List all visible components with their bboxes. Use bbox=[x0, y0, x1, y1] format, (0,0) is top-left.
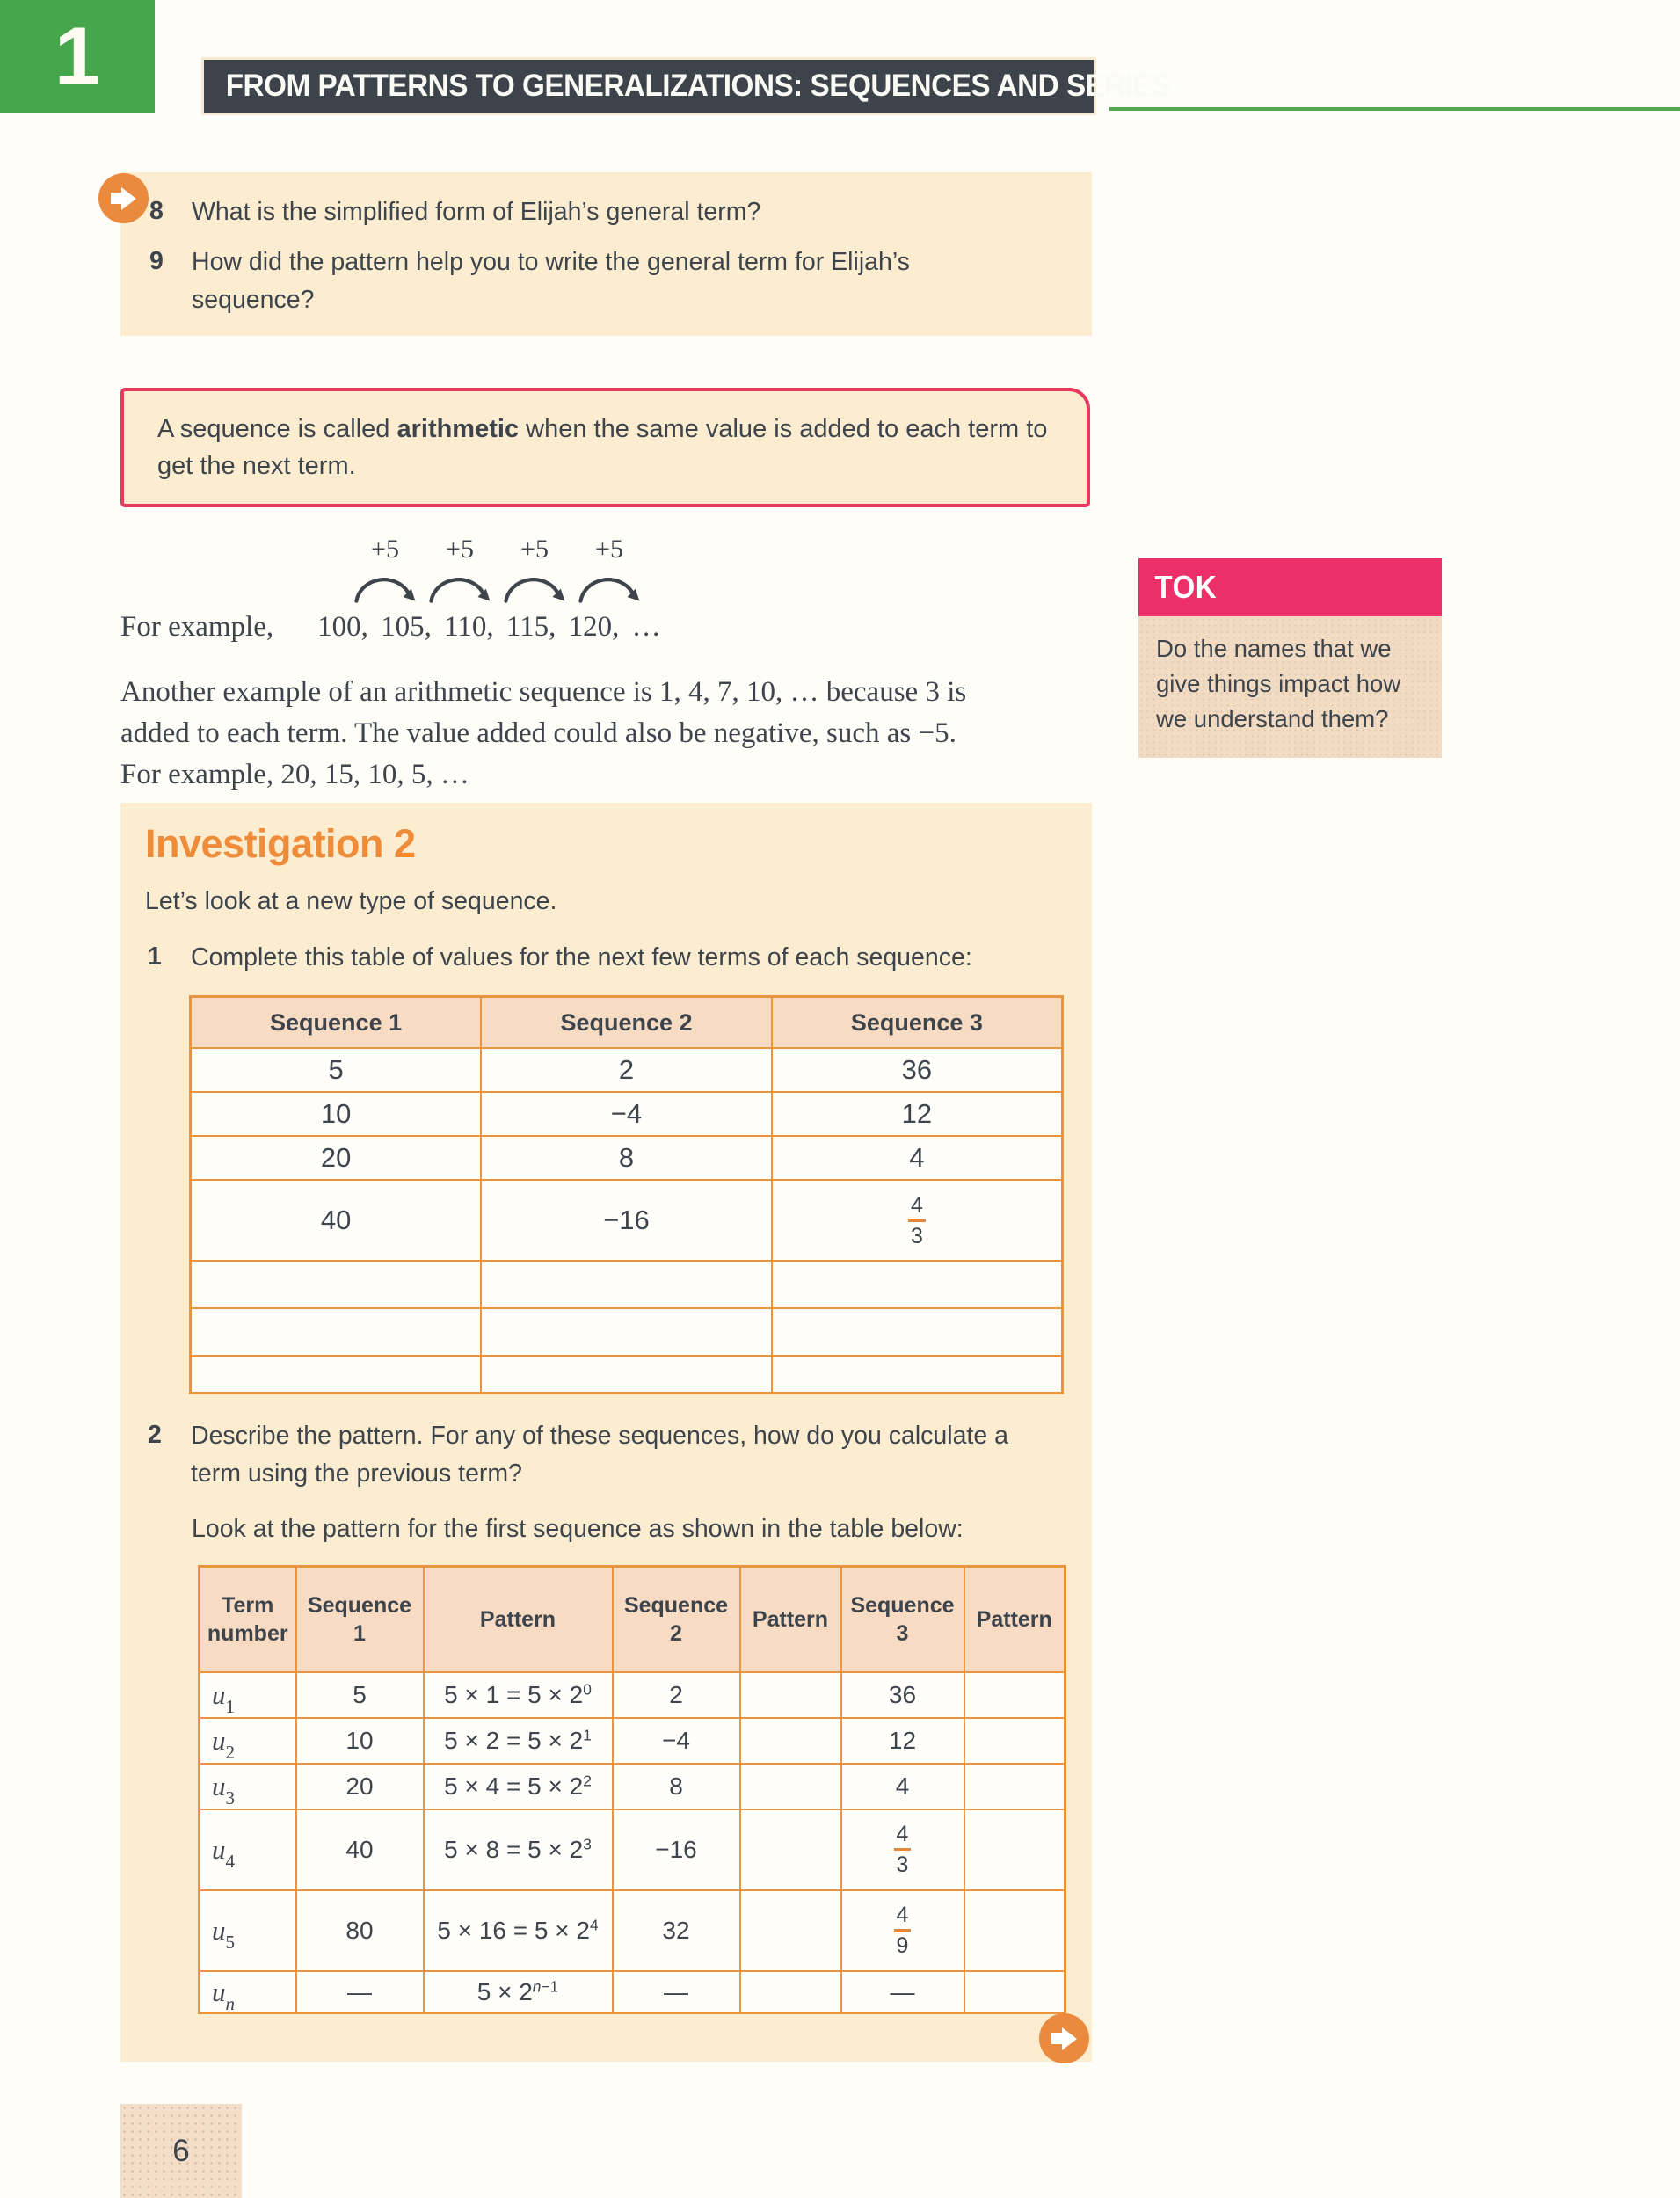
fraction: $\frac{4}{9}$ bbox=[894, 1903, 912, 1958]
tok-box bbox=[1138, 558, 1442, 758]
example-sequence-line bbox=[120, 610, 661, 645]
table-cell: $5 \times 2 = 5 \times 2^1$ bbox=[424, 1718, 613, 1764]
investigation-item-2 bbox=[148, 1417, 1092, 1493]
table-cell: −4 bbox=[613, 1718, 740, 1764]
plus-five-step bbox=[425, 536, 495, 606]
table-header-cell: Sequence 3 bbox=[841, 1567, 964, 1672]
table-cell: 36 bbox=[841, 1672, 964, 1718]
table-cell: −16 bbox=[481, 1180, 772, 1261]
question-number: 8 bbox=[149, 197, 164, 225]
arrow-head bbox=[121, 187, 136, 210]
question-number: 9 bbox=[149, 246, 164, 275]
table-header-row bbox=[200, 1567, 1065, 1672]
item-text: Describe the pattern. For any of these sequences, how do you calculate a term using the previous term? bbox=[191, 1421, 1008, 1488]
plus-five-label: +5 bbox=[371, 535, 399, 564]
table-row bbox=[200, 1764, 1065, 1809]
paragraph-line: added to each term. The value added could also be negative, such as −5. bbox=[120, 717, 956, 749]
table-cell bbox=[191, 1261, 482, 1308]
example-intro: For example, bbox=[120, 611, 274, 643]
plus-five-diagram bbox=[350, 536, 644, 606]
table-cell: 12 bbox=[841, 1718, 964, 1764]
curved-arrow-icon bbox=[350, 565, 420, 606]
table-cell: −16 bbox=[613, 1809, 740, 1890]
table-row bbox=[191, 1308, 1063, 1356]
table-header-cell: Sequence 1 bbox=[296, 1567, 424, 1672]
definition-box bbox=[120, 388, 1090, 507]
table-cell bbox=[964, 1890, 1065, 1971]
table-cell bbox=[772, 1356, 1063, 1393]
table-cell: — bbox=[613, 1971, 740, 2013]
table-cell: 10 bbox=[296, 1718, 424, 1764]
question-text: How did the pattern help you to write the general term for Elijah’s sequence? bbox=[192, 247, 910, 314]
table-header-cell: Term number bbox=[200, 1567, 296, 1672]
table-row bbox=[200, 1718, 1065, 1764]
plus-five-label: +5 bbox=[520, 535, 549, 564]
definition-text-before: A sequence is called bbox=[157, 414, 397, 443]
arrow-head bbox=[1062, 2027, 1077, 2050]
term-symbol: $u_2$ bbox=[212, 1724, 235, 1763]
chapter-number: 1 bbox=[54, 10, 101, 102]
term-symbol: $u_1$ bbox=[212, 1678, 235, 1717]
item-text: Complete this table of values for the next few terms of each sequence: bbox=[191, 943, 972, 972]
table-cell: 10 bbox=[191, 1092, 482, 1136]
table-header-cell: Sequence 2 bbox=[613, 1567, 740, 1672]
table-cell: — bbox=[296, 1971, 424, 2013]
term-symbol: $u_n$ bbox=[212, 1976, 235, 2014]
table-cell bbox=[964, 1764, 1065, 1809]
table-row bbox=[191, 1180, 1063, 1261]
page-number: 6 bbox=[172, 2133, 190, 2168]
definition-text bbox=[124, 411, 1087, 484]
table-cell: 4 bbox=[841, 1764, 964, 1809]
investigation-title: Investigation 2 bbox=[145, 821, 416, 866]
paragraph-line: Another example of an arithmetic sequence is 1, 4, 7, 10, … because 3 is bbox=[120, 676, 967, 708]
term-symbol: $u_5$ bbox=[212, 1914, 235, 1953]
table-cell: 2 bbox=[481, 1048, 772, 1092]
table-cell bbox=[740, 1764, 841, 1809]
table-cell bbox=[841, 1809, 964, 1890]
table-header-cell: Pattern bbox=[964, 1567, 1065, 1672]
table-cell bbox=[191, 1308, 482, 1356]
table-cell: 40 bbox=[191, 1180, 482, 1261]
paragraph-line: For example, 20, 15, 10, 5, … bbox=[120, 758, 469, 790]
question-text: What is the simplified form of Elijah’s general term? bbox=[192, 198, 761, 226]
table-cell bbox=[200, 1672, 296, 1718]
curved-arrow-icon bbox=[499, 565, 570, 606]
plus-five-label: +5 bbox=[595, 535, 623, 564]
table-row bbox=[191, 1261, 1063, 1308]
table-cell: 5 bbox=[191, 1048, 482, 1092]
investigation-intro: Let’s look at a new type of sequence. bbox=[145, 886, 557, 915]
table-cell: — bbox=[841, 1971, 964, 2013]
tok-question: Do the names that we give things impact how we understand them? bbox=[1138, 616, 1442, 758]
table-cell: 8 bbox=[481, 1136, 772, 1180]
table-cell bbox=[740, 1672, 841, 1718]
table-header-cell: Pattern bbox=[740, 1567, 841, 1672]
table-header-cell: Sequence 2 bbox=[481, 997, 772, 1049]
table-header-cell: Sequence 3 bbox=[772, 997, 1063, 1049]
table-cell bbox=[200, 1971, 296, 2013]
table-cell: 20 bbox=[191, 1136, 482, 1180]
questions-box bbox=[120, 172, 1092, 336]
investigation-item-1 bbox=[148, 939, 1092, 977]
table-cell bbox=[200, 1718, 296, 1764]
table-cell bbox=[740, 1809, 841, 1890]
table-cell bbox=[772, 1308, 1063, 1356]
table-cell: 12 bbox=[772, 1092, 1063, 1136]
table-cell: 20 bbox=[296, 1764, 424, 1809]
table-cell: $5 \times 8 = 5 \times 2^3$ bbox=[424, 1809, 613, 1890]
table-row bbox=[200, 1971, 1065, 2013]
table-cell bbox=[191, 1356, 482, 1393]
table-cell bbox=[481, 1308, 772, 1356]
table-header-cell: Pattern bbox=[424, 1567, 613, 1672]
body-paragraph bbox=[120, 672, 966, 796]
table-row bbox=[191, 1092, 1063, 1136]
term-symbol: $u_4$ bbox=[212, 1833, 235, 1872]
table-cell bbox=[200, 1890, 296, 1971]
table-cell: 36 bbox=[772, 1048, 1063, 1092]
sequence-values-table bbox=[189, 995, 1064, 1394]
table-cell: 4 bbox=[772, 1136, 1063, 1180]
table-cell: 40 bbox=[296, 1809, 424, 1890]
plus-five-step bbox=[350, 536, 420, 606]
investigation-box bbox=[120, 803, 1092, 2062]
fraction: $\frac{4}{3}$ bbox=[908, 1193, 926, 1248]
table-cell bbox=[841, 1890, 964, 1971]
pattern-table-intro: Look at the pattern for the first sequence as shown in the table below: bbox=[192, 1515, 964, 1544]
table-cell: 5 bbox=[296, 1672, 424, 1718]
tok-title: TOK bbox=[1154, 569, 1218, 605]
table-row bbox=[200, 1890, 1065, 1971]
table-cell bbox=[964, 1809, 1065, 1890]
table-row bbox=[191, 1356, 1063, 1393]
table-cell: $5 \times 1 = 5 \times 2^0$ bbox=[424, 1672, 613, 1718]
chapter-title-bar bbox=[204, 60, 1172, 113]
curved-arrow-icon bbox=[574, 565, 644, 606]
table-cell: 8 bbox=[613, 1764, 740, 1809]
table-cell bbox=[740, 1718, 841, 1764]
chapter-number-badge bbox=[0, 0, 155, 113]
table-cell: 80 bbox=[296, 1890, 424, 1971]
table-cell bbox=[200, 1764, 296, 1809]
tok-header bbox=[1138, 558, 1442, 616]
table-cell bbox=[772, 1180, 1063, 1261]
question-item bbox=[149, 244, 1092, 319]
table-cell bbox=[740, 1971, 841, 2013]
continue-arrow-icon bbox=[1039, 2013, 1089, 2063]
table-header-cell: Sequence 1 bbox=[191, 997, 482, 1049]
table-cell bbox=[964, 1971, 1065, 2013]
plus-five-step bbox=[574, 536, 644, 606]
table-cell bbox=[964, 1672, 1065, 1718]
continue-arrow-icon bbox=[98, 173, 149, 223]
header-rule bbox=[1109, 107, 1680, 111]
fraction: $\frac{4}{3}$ bbox=[894, 1822, 912, 1877]
term-symbol: $u_3$ bbox=[212, 1770, 235, 1809]
table-row bbox=[200, 1672, 1065, 1718]
table-cell: 32 bbox=[613, 1890, 740, 1971]
table-cell bbox=[200, 1809, 296, 1890]
plus-five-step bbox=[499, 536, 570, 606]
table-header-row bbox=[191, 997, 1063, 1049]
table-cell bbox=[740, 1890, 841, 1971]
table-cell: $5 \times 4 = 5 \times 2^2$ bbox=[424, 1764, 613, 1809]
curved-arrow-icon bbox=[425, 565, 495, 606]
table-cell bbox=[481, 1356, 772, 1393]
table-cell bbox=[964, 1718, 1065, 1764]
table-cell: −4 bbox=[481, 1092, 772, 1136]
example-sequence: 100, 105, 110, 115, 120, … bbox=[317, 611, 661, 643]
page-number-box bbox=[120, 2104, 242, 2198]
item-number: 1 bbox=[148, 942, 162, 971]
table-cell: $5 \times 16 = 5 \times 2^4$ bbox=[424, 1890, 613, 1971]
table-cell: 2 bbox=[613, 1672, 740, 1718]
item-number: 2 bbox=[148, 1420, 162, 1449]
table-row bbox=[191, 1136, 1063, 1180]
table-cell: $5 \times 2^{n-1}$ bbox=[424, 1971, 613, 2013]
table-cell bbox=[772, 1261, 1063, 1308]
definition-keyword: arithmetic bbox=[396, 414, 520, 443]
question-item bbox=[149, 193, 1092, 231]
chapter-title: FROM PATTERNS TO GENERALIZATIONS: SEQUENCES AND SERIES bbox=[225, 69, 1172, 103]
pattern-table bbox=[198, 1565, 1066, 2014]
definition-text-after: when the same value is added to each term to get the next term. bbox=[157, 414, 1048, 480]
table-row bbox=[200, 1809, 1065, 1890]
table-cell bbox=[481, 1261, 772, 1308]
plus-five-label: +5 bbox=[446, 535, 474, 564]
table-row bbox=[191, 1048, 1063, 1092]
